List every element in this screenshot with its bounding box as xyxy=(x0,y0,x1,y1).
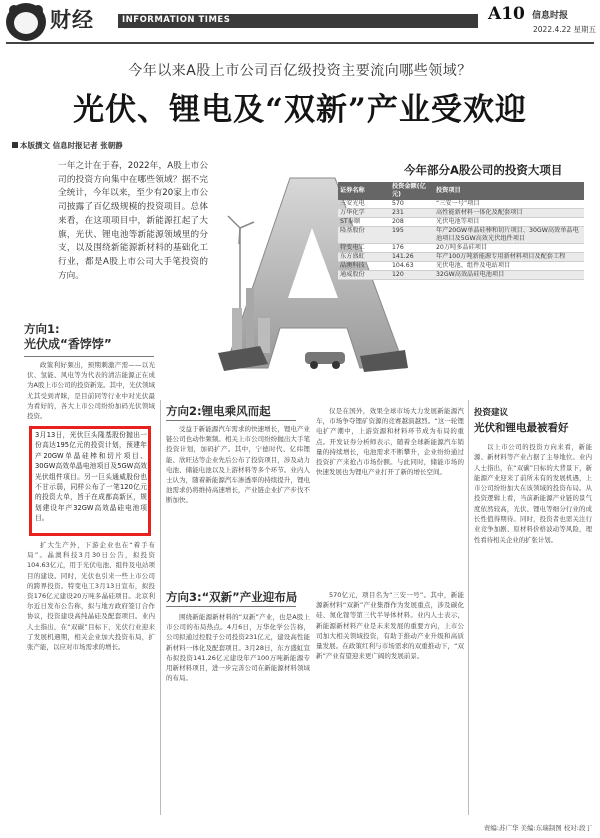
header-project: 投资项目 xyxy=(434,182,584,200)
cell-project: 年产20GW单晶硅棒和切片项目、30GW高效单晶电池项目及5GW高效光伏组件项目 xyxy=(434,227,584,244)
cell-company: 隆基股份 xyxy=(338,227,390,244)
column-3-bottom-text: 570亿元，项目名为“三安一号”。其中，新能源新材料“双新”产业集群作为发展重点，涉及碳化硅、氮化镓等第三代半导体材料。业内人士表示，新能源新材料产业是未来发展的重要方向，上市公司加大相关领域投资，有助于推动产业升级和高质量发展。在政策红利与市场需求的双重推动下，“双新”产业有望迎来更广阔的发展前景。 xyxy=(316,591,464,661)
note-text: 以上市公司的投资方向来看，新能源、新材料等产业占据了主导地位。业内人士指出，在“双碳”目标的大背景下，新能源产业迎来了前所未有的发展机遇，上市公司纷纷加大在该领域的投资布局。从投资逻辑上看，当前新能源产业链的景气度依然较高，光伏、锂电等细分行业的成长性值得期待。同时，投资者也需关注行业竞争加剧、原材料价格波动等风险，理性看待相关企业的扩张计划。 xyxy=(474,443,592,544)
cell-company: ST泰顺 xyxy=(338,218,390,227)
mascot-logo-icon xyxy=(6,3,46,41)
column-1-top-text: 政策利好频出，预期刺激产需——以光伏、氢能、风电等为代表的清洁能源正在成为A股上市公司的投资新宠。其中，光伏领域尤其受到青睐，是目前同等行业中对光伏最为看好的，各大上市公司纷纷加码光伏领域投资。 xyxy=(27,361,155,421)
column-1-bottom xyxy=(27,540,155,816)
page-footer: 责编:苏广华 美编:东瑞制图 校对:段丁 xyxy=(483,824,592,832)
masthead xyxy=(0,0,600,44)
note-column xyxy=(474,442,592,814)
header-amount: 投资金额(亿元) xyxy=(390,182,434,200)
section-3-head: 方向3:“双新”产业迎布局 xyxy=(166,590,298,604)
cell-amount: 570 xyxy=(390,200,434,209)
cell-amount: 104.63 xyxy=(390,262,434,271)
section-1-label: 方向1: xyxy=(24,322,60,336)
paper-name: 信息时报 xyxy=(532,11,569,21)
section-1-rule xyxy=(24,356,154,357)
table-row xyxy=(338,200,584,209)
cell-project: 光伏电池、组件及电站项目 xyxy=(434,262,584,271)
cell-project: 32GW高效晶硅电池项目 xyxy=(434,271,584,280)
column-2-top xyxy=(166,424,310,584)
column-2-bottom-text: 围绕新能源新材料的“双新”产业，也是A股上市公司的布局热点。4月6日，万华化学公告称，公司拟通过控股子公司投资231亿元，建设高性能新材料一体化及配套项目。3月28日，东方盛虹宣布拟投资141.26亿元建设年产100万吨新能源专用新材料项目，进一步完善公司在新能源材料领域的布局。 xyxy=(166,613,310,683)
note-head: 投资建议 xyxy=(474,408,509,418)
masthead-divider xyxy=(6,42,594,44)
table-row xyxy=(338,227,584,244)
cell-project: 光伏电池等项目 xyxy=(434,218,584,227)
byline-square-icon xyxy=(12,142,18,148)
column-divider xyxy=(468,400,469,815)
mascot-ear-right-icon xyxy=(33,5,43,15)
section-2-rule xyxy=(166,420,296,421)
cell-project: 20万吨多晶硅项目 xyxy=(434,244,584,253)
table-row xyxy=(338,209,584,218)
table-header-row xyxy=(338,182,584,200)
note-subtitle: 光伏和锂电最被看好 xyxy=(474,422,569,434)
table-row xyxy=(338,271,584,280)
section-3-rule xyxy=(166,606,296,607)
cell-project: “三安一号”项目 xyxy=(434,200,584,209)
mascot-face-icon xyxy=(14,12,38,34)
column-1-top xyxy=(27,360,155,424)
cell-amount: 208 xyxy=(390,218,434,227)
cell-amount: 176 xyxy=(390,244,434,253)
cell-project: 高性能新材料一体化及配套项目 xyxy=(434,209,584,218)
table-row xyxy=(338,218,584,227)
header-company: 证券名称 xyxy=(338,182,390,200)
byline-text: 本版撰文 信息时报记者 张朝静 xyxy=(20,141,123,150)
cell-amount: 195 xyxy=(390,227,434,244)
column-3-bottom xyxy=(316,590,464,816)
cell-company: 万华化学 xyxy=(338,209,390,218)
cell-amount: 231 xyxy=(390,209,434,218)
cell-company: 晶澳科技 xyxy=(338,262,390,271)
cell-company: 东方盛虹 xyxy=(338,253,390,262)
section-title: 财经 xyxy=(50,7,94,32)
article-kicker: 今年以来A股上市公司百亿级投资主要流向哪些领域？ xyxy=(128,63,472,79)
column-1-bottom-text: 扩大生产外，下游企业也在“着手布局”。晶澳科技3月30日公告，拟投资104.63亿元，用于光伏电池、组件及电站项目的建设。同时，光伏也引来一些上市公司的跨界投资。特变电工3月13日宣布，拟投资176亿元建设20万吨多晶硅项目。北京利尔近日发布公告称，拟与地方政府签订合作协议，投资建设高纯晶硅及配套项目。业内人士指出，在“双碳”目标下，光伏行业迎来了发展机遇期，相关企业加大投资布局，扩张产能，以应对市场需求的增长。 xyxy=(27,541,155,652)
column-3-top xyxy=(316,406,464,584)
column-divider xyxy=(160,400,161,815)
article-byline xyxy=(12,140,123,151)
cell-company: 通威股份 xyxy=(338,271,390,280)
page-number: A10 xyxy=(488,4,525,24)
section-1-subtitle: 光伏成“香饽饽” xyxy=(24,337,112,351)
column-3-top-text: 仅是在国外，效果全球市场大力发展新能源汽车，市场争夺锂矿资源的竞赛越演越烈。“这一轮锂电扩产潮中，上游资源和材料环节成为布局的重点。开发证券分析师表示，随着全球新能源汽车销量的持续增长，电池需求不断攀升，企业纷纷通过投资扩产来抢占市场份额。与此同时，储能市场的快速发展也为锂电产业打开了新的增长空间。 xyxy=(316,407,464,477)
highlight-text: 3月13日，光伏巨头隆基股份抛出一份高达195亿元的投资计划，预建年产20GW单晶硅棒和切片项目、30GW高效单晶电池项目及5GW高效光伏组件项目。另一巨头通威股份也不甘示弱，同样公布了一笔120亿元的投资大单，旨于在成都高新区，规划建设年产32GW高效晶硅电池项目。 xyxy=(35,431,147,523)
table-title: 今年部分A股公司的投资大项目 xyxy=(404,163,563,177)
issue-date: 2022.4.22 星期五 xyxy=(533,25,597,34)
table-row xyxy=(338,253,584,262)
column-2-top-text: 受益于新能源汽车需求的快速增长，锂电产业链公司也动作频频。相关上市公司纷纷抛出大手笔投资计划，加码扩产。其中，宁德时代、亿纬锂能、欣旺达等企业先后公布了投资项目，涉及动力电池、储能电池以及上游材料等多个环节。业内人士认为，随着新能源汽车渗透率的持续提升，锂电池需求仍将维持高速增长，产业链企业扩产步伐不断加快。 xyxy=(166,425,310,505)
masthead-band xyxy=(118,14,478,28)
masthead-band-text: INFORMATION TIMES xyxy=(122,15,231,25)
cell-company: 三安光电 xyxy=(338,200,390,209)
article-lead: 一年之计在于春，2022年，A股上市公司的投资方向集中在哪些领域？据不完全统计，今年以来，至少有20家上市公司披露了百亿级规模的投资项目。总体来看，在这项项目中，新能源扛起了大旗，光伏、锂电池等新能源领域里的分支，以及围绕新能源新材料的基础化工行业，都是A股上市公司大手笔投资的方向。 xyxy=(58,161,208,281)
cell-project: 年产100万吨新能源专用新材料项目及配套工程 xyxy=(434,253,584,262)
section-2-head: 方向2:锂电乘风而起 xyxy=(166,404,271,418)
table-row xyxy=(338,262,584,271)
table-row xyxy=(338,244,584,253)
article-headline: 光伏、锂电及“双新”产业受欢迎 xyxy=(73,92,527,128)
section-1-head xyxy=(24,322,112,352)
cell-company: 特变电工 xyxy=(338,244,390,253)
investment-table xyxy=(338,182,584,280)
column-2-bottom xyxy=(166,612,310,816)
cell-amount: 120 xyxy=(390,271,434,280)
cell-amount: 141.26 xyxy=(390,253,434,262)
